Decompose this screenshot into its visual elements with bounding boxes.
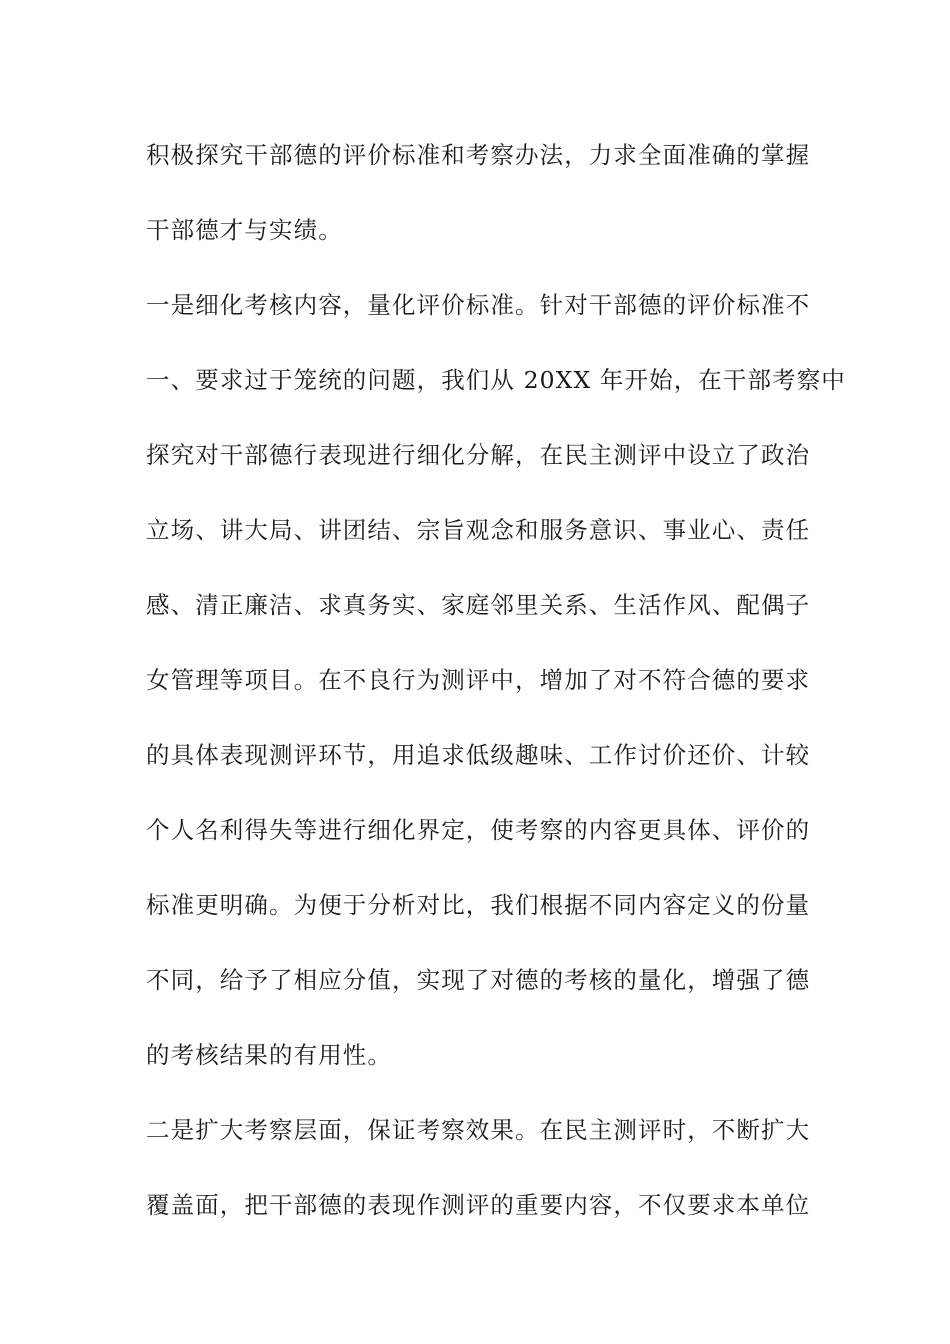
body-text-line: 感、清正廉洁、求真务实、家庭邻里关系、生活作风、配偶子: [146, 591, 811, 619]
body-text-line: 一、要求过于笼统的问题，我们从 20XX 年开始，在干部考察中: [146, 366, 846, 394]
body-text-line: 女管理等项目。在不良行为测评中，增加了对不符合德的要求: [146, 666, 811, 694]
body-text-line: 探究对干部德行表现进行细化分解，在民主测评中设立了政治: [146, 441, 811, 469]
body-text-line: 个人名利得失等进行细化界定，使考察的内容更具体、评价的: [146, 816, 811, 844]
body-text-line: 干部德才与实绩。: [146, 216, 343, 244]
body-text-line: 积极探究干部德的评价标准和考察办法，力求全面准确的掌握: [146, 141, 811, 169]
body-text-line: 的考核结果的有用性。: [146, 1041, 392, 1069]
body-text-line: 立场、讲大局、讲团结、宗旨观念和服务意识、事业心、责任: [146, 516, 811, 544]
body-text-line: 不同，给予了相应分值，实现了对德的考核的量化，增强了德: [146, 966, 811, 994]
body-text-line: 覆盖面，把干部德的表现作测评的重要内容，不仅要求本单位: [146, 1191, 811, 1219]
body-text-line: 一是细化考核内容，量化评价标准。针对干部德的评价标准不: [146, 291, 811, 319]
body-text-line: 的具体表现测评环节，用追求低级趣味、工作讨价还价、计较: [146, 741, 811, 769]
body-text-line: 标准更明确。为便于分析对比，我们根据不同内容定义的份量: [146, 891, 811, 919]
body-text-line: 二是扩大考察层面，保证考察效果。在民主测评时，不断扩大: [146, 1116, 811, 1144]
